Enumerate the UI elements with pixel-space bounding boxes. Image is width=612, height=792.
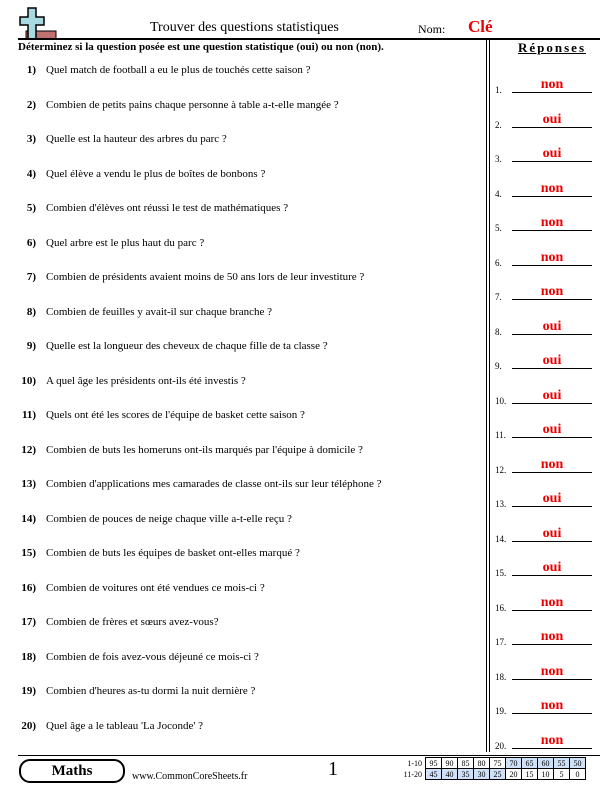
answer-number: 18. (495, 671, 507, 682)
question-number: 14) (21, 512, 36, 525)
column-divider (489, 40, 490, 752)
question-item (18, 409, 305, 421)
answer-number: 15. (495, 568, 507, 578)
answer-item (495, 455, 600, 475)
question-item (18, 168, 265, 180)
question-text: Quel élève a vendu le plus de boîtes de bonbons ? (46, 167, 266, 180)
answer-number: 7. (495, 292, 502, 302)
question-text: Combien de buts les homeruns ont-ils marqués par l'équipe à domicile ? (46, 443, 363, 456)
answer-number: 3. (495, 154, 502, 164)
score-cell: 35 (458, 769, 474, 780)
question-number: 8) (26, 305, 36, 318)
question-number: 19) (21, 685, 36, 697)
score-cell: 10 (538, 769, 554, 780)
question-number: 1) (26, 64, 36, 76)
question-number: 11) (21, 409, 36, 421)
answer-value: non (540, 629, 564, 644)
question-text: Combien de buts les équipes de basket ont-elles marqué ? (46, 547, 300, 559)
score-cell: 25 (490, 769, 506, 780)
answer-number: 14. (495, 533, 507, 544)
question-text: Combien de voitures ont été vendues ce mois-ci ? (46, 581, 265, 594)
question-item (18, 306, 272, 318)
question-item (18, 547, 300, 559)
answer-item (495, 420, 600, 440)
answer-value: oui (542, 387, 562, 403)
answer-value: oui (542, 422, 562, 437)
answer-number: 13. (495, 499, 507, 509)
question-item (18, 582, 265, 594)
question-number: 3) (26, 133, 36, 145)
answer-item (495, 558, 600, 578)
question-number: 9) (26, 340, 36, 352)
question-item (18, 651, 259, 663)
answer-item (495, 75, 600, 95)
score-cell: 75 (490, 758, 506, 769)
answer-number: 8. (495, 326, 502, 337)
answer-number: 9. (495, 361, 502, 371)
score-cell: 70 (506, 758, 522, 769)
name-label: Nom: (418, 22, 446, 36)
question-number: 7) (26, 271, 36, 283)
question-number: 6) (26, 236, 36, 249)
answer-item (495, 213, 600, 233)
answer-item (495, 386, 600, 406)
answer-number: 17. (495, 637, 507, 647)
answer-item (495, 317, 600, 337)
answer-number: 2. (495, 119, 502, 130)
question-item (18, 340, 328, 352)
question-item (18, 616, 219, 628)
site-url: www.CommonCoreSheets.fr (132, 771, 248, 782)
question-number: 5) (26, 202, 36, 214)
answer-item (495, 351, 600, 371)
question-number: 17) (21, 616, 36, 628)
answer-value: oui (542, 318, 562, 334)
question-text: Combien de petits pains chaque personne à table a-t-elle mangée ? (46, 98, 339, 111)
answer-value: non (540, 456, 564, 472)
answer-value: oui (542, 353, 562, 368)
answer-item (495, 593, 600, 613)
question-text: Combien d'élèves ont réussi le test de mathématiques ? (46, 202, 289, 214)
score-cell: 30 (474, 769, 490, 780)
question-number: 13) (21, 478, 36, 490)
question-item (18, 478, 382, 490)
score-cell: 55 (554, 758, 570, 769)
score-cell: 85 (458, 758, 474, 769)
footer-divider (18, 755, 600, 756)
worksheet-title: Trouver des questions statistiques (150, 20, 339, 35)
score-cell: 80 (474, 758, 490, 769)
question-item (18, 720, 203, 732)
subject-badge: Maths (19, 759, 125, 783)
score-cell: 0 (570, 769, 586, 780)
answer-number: 16. (495, 602, 507, 613)
answer-value: non (540, 284, 564, 299)
answer-value: oui (542, 111, 562, 127)
answer-value: non (540, 180, 564, 196)
answer-number: 4. (495, 188, 502, 199)
score-cell: 20 (506, 769, 522, 780)
answer-value: non (540, 698, 564, 713)
score-cell: 40 (442, 769, 458, 780)
answer-value: non (540, 663, 564, 679)
question-number: 12) (21, 443, 36, 456)
question-item (18, 64, 311, 76)
score-cell: 95 (426, 758, 442, 769)
instructions: Déterminez si la question posée est une question statistique (oui) ou non (non). (18, 41, 384, 53)
question-number: 20) (21, 719, 36, 732)
answer-number: 19. (495, 706, 507, 716)
score-range-label: 11-20 (403, 769, 422, 779)
question-number: 18) (21, 650, 36, 663)
question-number: 4) (26, 167, 36, 180)
question-text: Quelle est la hauteur des arbres du parc ? (46, 133, 227, 145)
answer-item (495, 144, 600, 164)
column-divider (486, 40, 487, 752)
answer-number: 10. (495, 395, 507, 406)
score-row (396, 769, 586, 780)
question-item (18, 202, 288, 214)
question-text: Combien de frères et sœurs avez-vous? (46, 616, 219, 628)
score-cell: 15 (522, 769, 538, 780)
question-number: 2) (26, 98, 36, 111)
question-text: Combien de fois avez-vous déjeuné ce mois-ci ? (46, 650, 259, 663)
header-divider (18, 38, 600, 40)
answers-heading: Réponses (518, 40, 587, 55)
answer-number: 6. (495, 257, 502, 268)
answer-item (495, 489, 600, 509)
question-text: Quelle est la longueur des cheveux de chaque fille de ta classe ? (46, 340, 328, 352)
question-item (18, 133, 227, 145)
answer-value: non (540, 594, 564, 610)
answer-number: 5. (495, 223, 502, 233)
answer-value: oui (542, 491, 562, 506)
score-row (396, 758, 586, 769)
answer-item (495, 731, 600, 751)
question-text: Quel arbre est le plus haut du parc ? (46, 236, 205, 249)
question-item (18, 444, 363, 456)
plus-logo-icon (18, 6, 60, 40)
score-cell: 65 (522, 758, 538, 769)
question-item (18, 271, 364, 283)
question-text: Quel match de football a eu le plus de touchés cette saison ? (46, 64, 311, 76)
question-text: Quels ont été les scores de l'équipe de basket cette saison ? (46, 409, 305, 421)
question-item (18, 237, 204, 249)
question-text: Combien de feuilles y avait-il sur chaque branche ? (46, 305, 273, 318)
answer-value: non (540, 77, 564, 92)
answer-value: oui (542, 146, 562, 161)
answer-value: non (540, 732, 564, 748)
question-text: Combien de pouces de neige chaque ville a-t-elle reçu ? (46, 512, 292, 525)
score-cell: 90 (442, 758, 458, 769)
answer-number: 12. (495, 464, 507, 475)
answer-number: 1. (495, 85, 502, 95)
answer-value: oui (542, 525, 562, 541)
question-item (18, 513, 292, 525)
question-item (18, 375, 246, 387)
answer-item (495, 248, 600, 268)
question-item (18, 99, 339, 111)
answer-item (495, 662, 600, 682)
question-text: Combien de présidents avaient moins de 50 ans lors de leur investiture ? (46, 271, 365, 283)
question-text: A quel âge les présidents ont-ils été investis ? (46, 374, 246, 387)
answer-number: 20. (495, 740, 507, 751)
answer-value: oui (542, 560, 562, 575)
page-number: 1 (328, 758, 338, 780)
answer-value: non (540, 249, 564, 265)
score-table (396, 757, 586, 780)
score-cell: 60 (538, 758, 554, 769)
question-number: 10) (21, 374, 36, 387)
name-value: Clé (468, 17, 493, 36)
score-cell: 45 (426, 769, 442, 780)
question-number: 16) (21, 581, 36, 594)
answer-number: 11. (495, 430, 506, 440)
answer-item (495, 110, 600, 130)
score-cell: 5 (554, 769, 570, 780)
score-cell: 50 (570, 758, 586, 769)
answer-item (495, 524, 600, 544)
answer-item (495, 179, 600, 199)
answer-item (495, 282, 600, 302)
question-number: 15) (21, 547, 36, 559)
question-item (18, 685, 255, 697)
answer-item (495, 696, 600, 716)
question-text: Quel âge a le tableau 'La Joconde' ? (46, 719, 203, 732)
score-range-label: 1-10 (407, 758, 422, 768)
answer-value: non (540, 215, 564, 230)
answer-item (495, 627, 600, 647)
question-text: Combien d'applications mes camarades de classe ont-ils sur leur téléphone ? (46, 478, 382, 490)
question-text: Combien d'heures as-tu dormi la nuit dernière ? (46, 685, 256, 697)
